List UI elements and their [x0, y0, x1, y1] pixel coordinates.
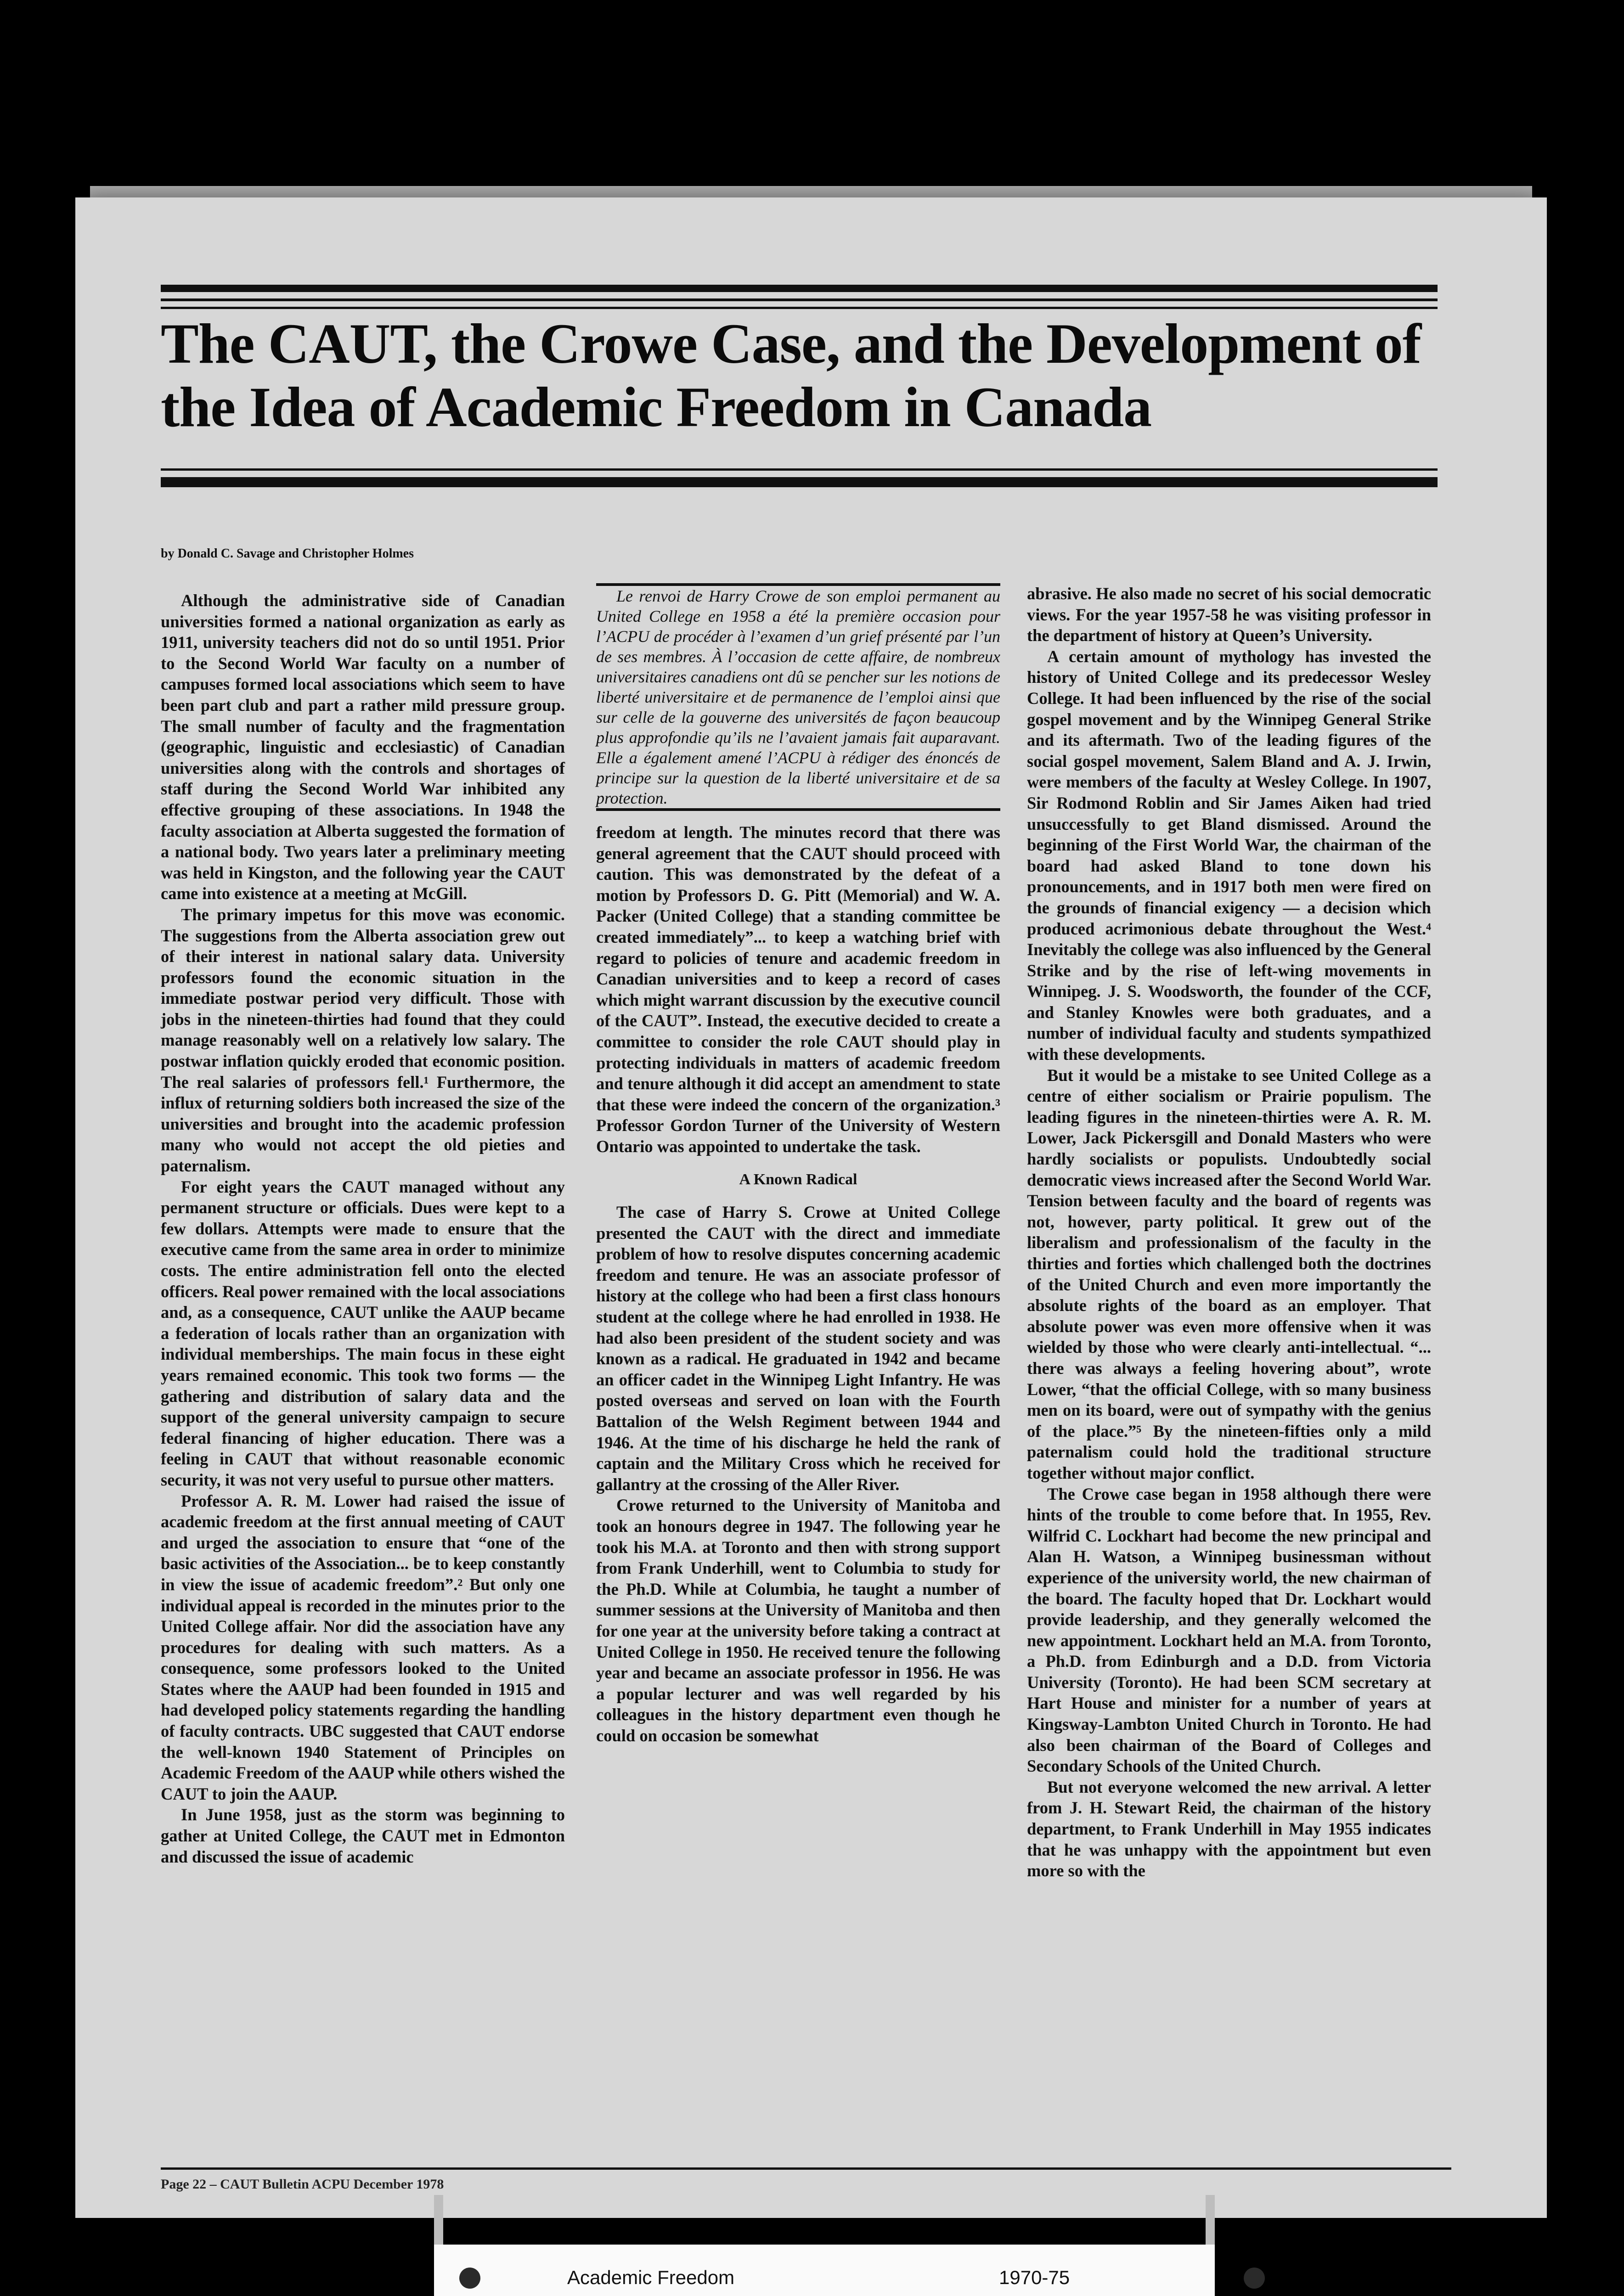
column-3	[1027, 583, 1431, 1881]
paragraph: But not everyone welcomed the new arrival. A letter from J. H. Stewart Reid, the chairman of the history department, to Frank Underhill in May 1955 indicates that he was unhappy with the appointment but even more so with the	[1027, 1777, 1431, 1880]
paragraph: A certain amount of mythology has invested the history of United College and its predecessor Wesley College. It had been influenced by the rise of the social gospel movement and by the Winnipeg General Strike and its aftermath. Two of the leading figures of the social gospel movement, Salem Bland and A. J. Irwin, were members of the faculty at Wesley College. In 1907, Sir Rodmond Roblin and Sir James Aiken had tried unsuccessfully to get Bland dismissed. Around the beginning of the First World War, the chairman of the board had asked Bland to tone down his pronouncements, and in 1917 both men were fired on the grounds of financial exigency — a decision which produced acrimonious debate throughout the West.⁴ Inevitably the college was also influenced by the General Strike and by the rise of left-wing movements in Winnipeg. J. S. Woodsworth, the founder of the CCF, and Stanley Knowles were both graduates, and a number of individual faculty and students sympathized with these developments.	[1027, 647, 1432, 1064]
title-bottom-rule	[161, 463, 1438, 487]
index-tab-subject: Academic Freedom	[567, 2267, 735, 2288]
paragraph: But it would be a mistake to see United College as a centre of either socialism or Prairie populism. The leading figures in the nineteen-thirties were A. R. M. Lower, Jack Pickersgill and Donald Masters who were hardly socialists or populists. Undoubtedly social democratic views increased after the Second World War. Tension between faculty and the board of regents was not, however, party political. It grew out of the liberalism and professionalism of the faculty in the thirties and forties which challenged both the doctrines of the United Church and even more importantly the absolute rights of the board as an employer. That absolute power was even more offensive when it was wielded by those who were clearly anti-intellectual. “... there was always a feeling hovering about”, wrote Lower, “that the official College, with so many business men on its board, were out of sympathy with the genius of the place.”⁵ By the nineteen-fifties only a mild paternalism could hold the traditional structure together without major conflict.	[1027, 1065, 1431, 1482]
paragraph: The primary impetus for this move was economic. The suggestions from the Alberta association grew out of their interest in national salary data. University professors found the economic situation in the immediate postwar period very difficult. Those with jobs in the nineteen-thirties had found that they could manage reasonably well on a relatively low salary. The postwar inflation quickly eroded that economic position. The real salaries of professors fell.¹ Furthermore, the influx of returning soldiers both increased the size of the universities and brought into the academic profession many who would not accept the old pieties and paternalism.	[161, 905, 565, 1176]
article-byline: by Donald C. Savage and Christopher Holmes	[161, 546, 414, 561]
top-rule	[161, 285, 1438, 309]
paragraph: In June 1958, just as the storm was beginning to gather at United College, the CAUT met in Edmonton and discussed the issue of academic	[161, 1805, 565, 1866]
paragraph: freedom at length. The minutes record that there was general agreement that the CAUT should proceed with caution. This was demonstrated by the defeat of a motion by Professors D. G. Pitt (Memorial) and W. A. Packer (United College) that a standing committee be created immediately”... to keep a watching brief with regard to policies of tenure and academic freedom in Canadian universities and to keep a record of cases which might warrant discussion by the executive council of the CAUT”. Instead, the executive decided to create a committee to consider the role CAUT should play in protecting individuals in matters of academic freedom and tenure although it did accept an amendment to state that these were indeed the concern of the organization.³ Professor Gordon Turner of the University of Western Ontario was appointed to undertake the task.	[596, 823, 1000, 1156]
paragraph: Although the administrative side of Canadian universities formed a national organization as early as 1911, university teachers did not do so until 1951. Prior to the Second World War faculty on a number of campuses formed local associations which seem to have been part club and part a rather mild pressure group. The small number of faculty and the fragmentation (geographic, linguistic and ecclesiastic) of Canadian universities along with the controls and shortages of staff during the Second World War inhibited any effective grouping of these associations. In 1948 the faculty association at Alberta suggested the formation of a national body. Two years later a preliminary meeting was held in Kingston, and the following year the CAUT came into existence at a meeting at McGill.	[161, 591, 565, 903]
paragraph: The Crowe case began in 1958 although there were hints of the trouble to come before that. In 1955, Rev. Wilfrid C. Lockhart had become the new principal and Alan H. Watson, a Winnipeg businessman without experience of the university world, the new chairman of the board. The faculty hoped that Dr. Lockhart would provide leadership, and they generally welcomed the new appointment. Lockhart held an M.A. from Toronto, a Ph.D. from Edinburgh and a D.D. from Victoria University (Toronto). He had been SCM secretary at Hart House and minister for a number of years at Kingsway-Lambton United Church in Toronto. He had also been chairman of the Board of Colleges and Secondary Schools of the United Church.	[1027, 1484, 1431, 1776]
paragraph: Crowe returned to the University of Manitoba and took an honours degree in 1947. The following year he took his M.A. at Toronto and then with strong support from Frank Underhill, went to Columbia to study for the Ph.D. While at Columbia, he taught a number of summer sessions at the University of Manitoba and then for one year at the university before taking a contract at United College in 1950. He received tenure the following year and became an associate professor in 1956. He was a popular lecturer and was well regarded by his colleagues in the history department even though he could on occasion be somewhat	[596, 1496, 1000, 1745]
punch-hole-icon	[1244, 2268, 1265, 2289]
page-footer: Page 22 – CAUT Bulletin ACPU December 1978	[161, 2177, 444, 2192]
paragraph: abrasive. He also made no secret of his social democratic views. For the year 1957-58 he was visiting professor in the department of history at Queen’s University.	[1027, 584, 1431, 645]
subheading: A Known Radical	[739, 1171, 857, 1188]
column-2	[596, 583, 1000, 1746]
newspaper-page	[75, 197, 1547, 2218]
column-1	[161, 590, 565, 1867]
punch-hole-icon	[459, 2268, 480, 2289]
index-tab-years: 1970-75	[999, 2267, 1070, 2288]
index-tab	[434, 2245, 1215, 2296]
paragraph: For eight years the CAUT managed without any permanent structure or officials. Dues were kept to a few dollars. Attempts were made to ensure that the executive came from the same area in order to minimize costs. The entire administration fell onto the elected officers. Real power remained with the local associations and, as a consequence, CAUT unlike the AAUP became a federation of locals rather than an organization with individual memberships. The main focus in these eight years remained economic. This took two forms — the gathering and distribution of salary data and the support of the general university campaign to secure federal financing of higher education. There was a feeling in CAUT that without reasonable economic security, it was not very useful to pursue other matters.	[161, 1177, 565, 1489]
footer-rule	[161, 2167, 1451, 2170]
paragraph: The case of Harry S. Crowe at United College presented the CAUT with the direct and immediate problem of how to resolve disputes concerning academic freedom and tenure. He was an associate professor of history at the college who had been a first class honours student at the college where he had enrolled in 1938. He had also been president of the student society and was known as a radical. He graduated in 1942 and became an officer cadet in the Winnipeg Light Infantry. He was posted overseas and served on loan with the Fourth Battalion of the Welsh Regiment between 1944 and 1946. At the time of his discharge he held the rank of captain and the Military Cross which he received for gallantry at the crossing of the Aller River.	[596, 1203, 1000, 1494]
french-abstract: Le renvoi de Harry Crowe de son emploi permanent au United College en 1958 a été la première occasion pour l’ACPU de procéder à l’examen d’un grief présenté par l’un de ses membres. À l’occasion de cette affaire, de nombreux universitaires canadiens ont dû se pencher sur les notions de liberté universitaire et de permanence de l’emploi ainsi que sur celle de la gouverne des universités de façon beaucoup plus approfondie qu’ils ne l’avaient jamais fait auparavant. Elle a également amené l’ACPU à rédiger des énoncés de principe sur la question de la liberté universitaire et de sa protection.	[596, 587, 1000, 807]
paragraph: Professor A. R. M. Lower had raised the issue of academic freedom at the first annual meeting of CAUT and urged the association to ensure that “one of the basic activities of the Association... be to keep constantly in view the issue of academic freedom”.² But only one individual appeal is recorded in the minutes prior to the United College affair. Nor did the association have any procedures for dealing with such matters. As a consequence, some professors looked to the United States where the AAUP had been founded in 1915 and had developed policy statements regarding the handling of faculty contracts. UBC suggested that CAUT endorse the well-known 1940 Statement of Principles on Academic Freedom of the AAUP while others wished the CAUT to join the AAUP.	[161, 1491, 565, 1803]
article-title: The CAUT, the Crowe Case, and the Development of the Idea of Academic Freedom in Canada	[161, 312, 1421, 439]
